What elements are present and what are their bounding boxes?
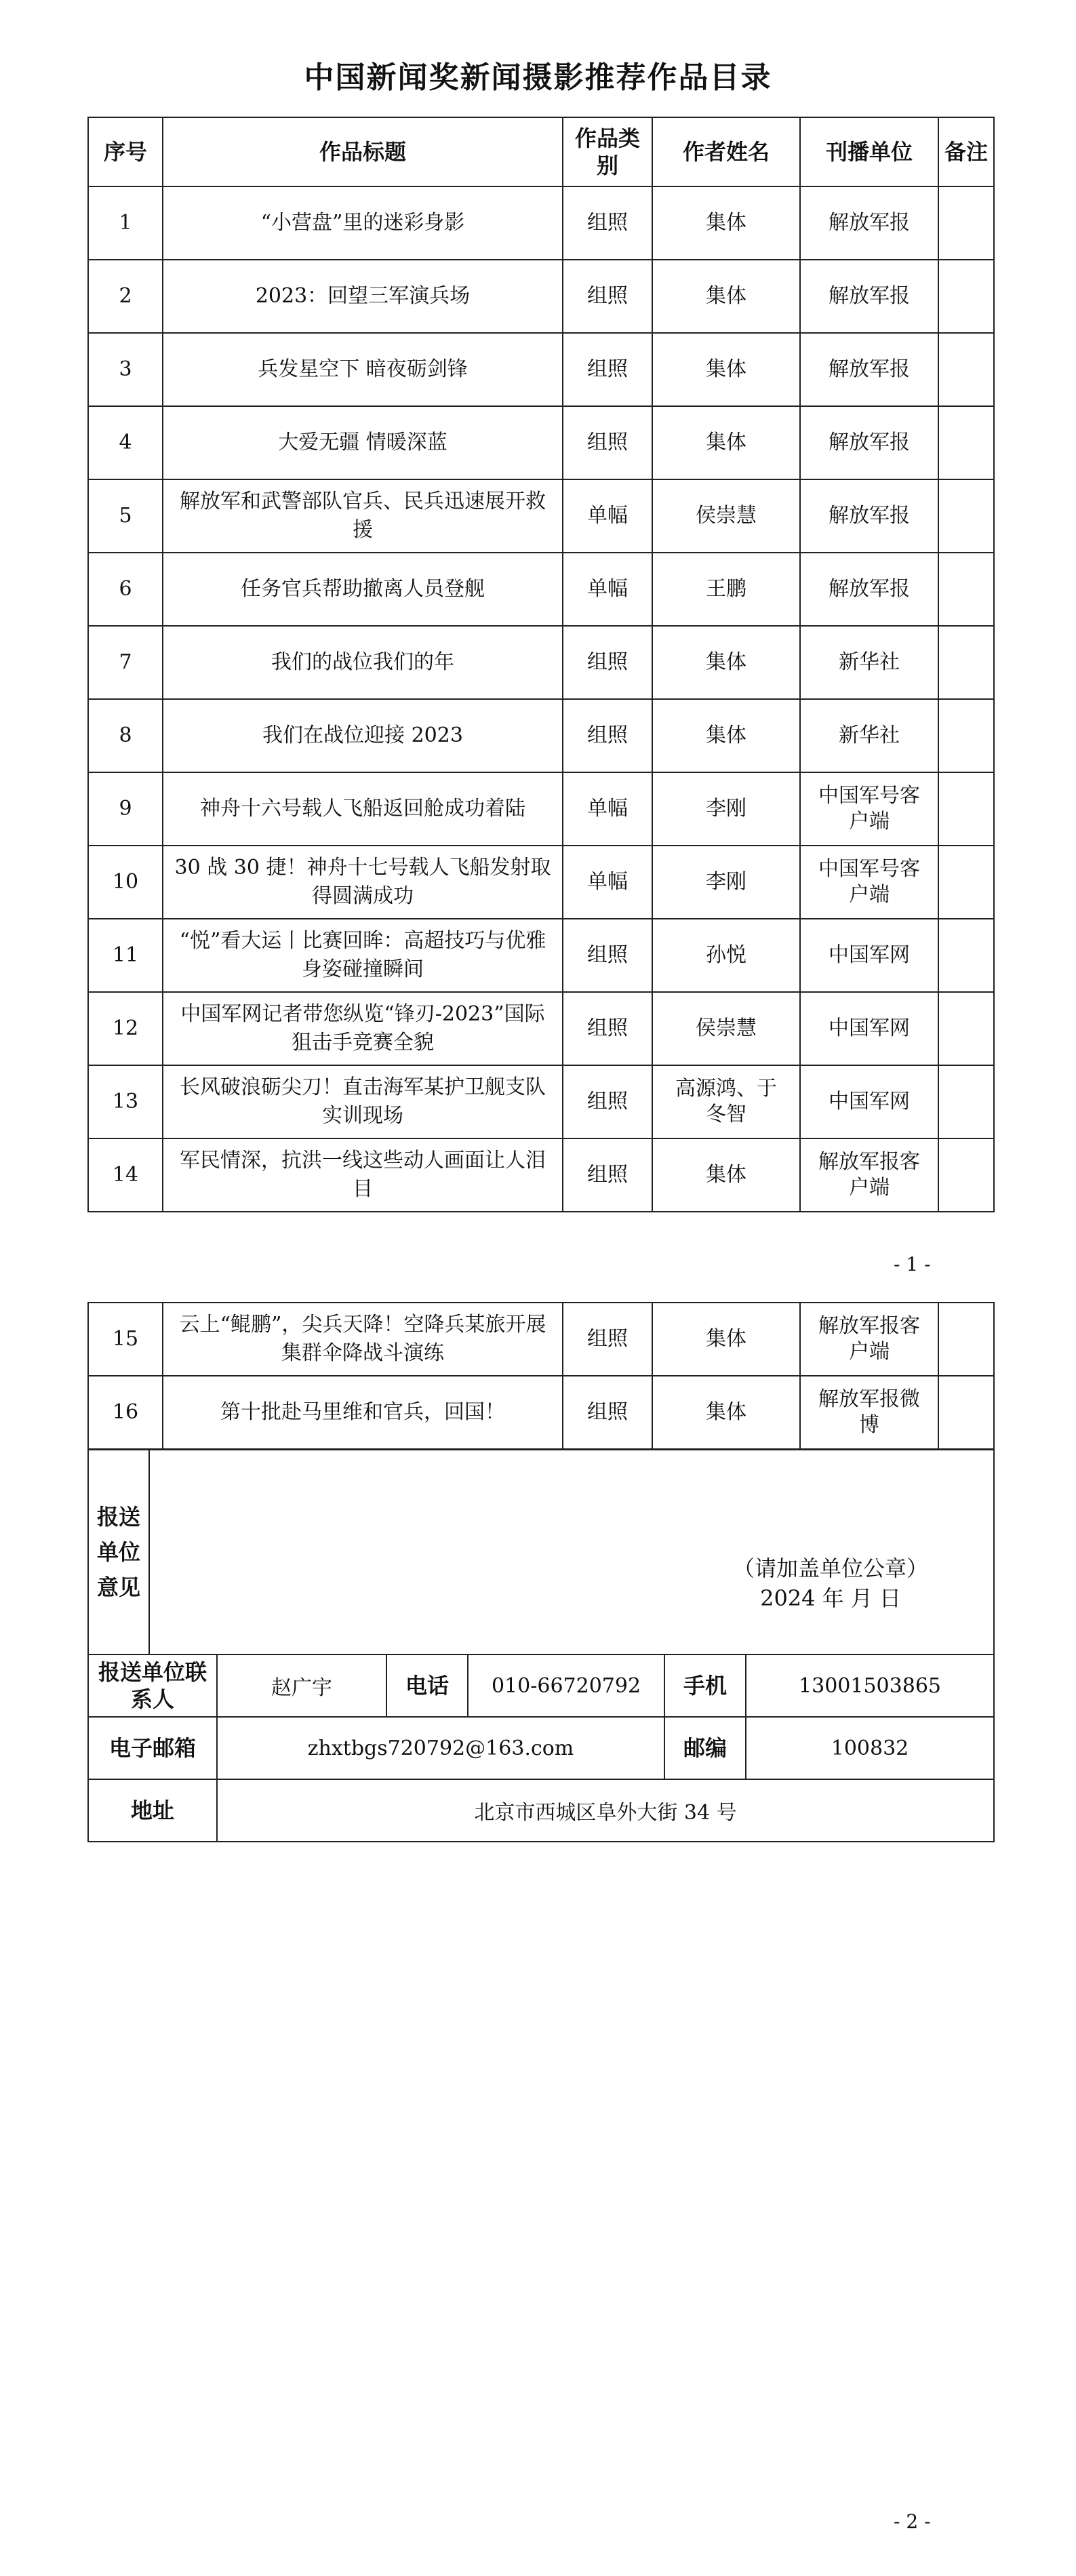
row-author: 集体 — [652, 1376, 800, 1449]
row-number: 8 — [88, 699, 163, 772]
postcode-label: 邮编 — [664, 1717, 746, 1779]
row-number: 15 — [88, 1303, 163, 1376]
submission-info-table — [87, 1449, 995, 1842]
row-publisher: 中国军网 — [800, 919, 938, 992]
table-row — [88, 992, 994, 1065]
row-number: 12 — [88, 992, 163, 1065]
row-category: 组照 — [563, 1376, 652, 1449]
table-row — [88, 919, 994, 992]
row-author: 李刚 — [652, 772, 800, 846]
row-number: 5 — [88, 479, 163, 553]
row-publisher: 新华社 — [800, 626, 938, 699]
row-author: 集体 — [652, 186, 800, 260]
document-title: 中国新闻奖新闻摄影推荐作品目录 — [304, 60, 772, 95]
table-row — [88, 1303, 994, 1376]
contact-row — [88, 1654, 994, 1717]
row-publisher: 中国军号客户端 — [800, 772, 938, 846]
row-number: 10 — [88, 846, 163, 919]
row-remarks — [938, 919, 994, 992]
row-remarks — [938, 1065, 994, 1138]
row-number: 11 — [88, 919, 163, 992]
row-author: 高源鸿、于冬智 — [652, 1065, 800, 1138]
table-row — [88, 626, 994, 699]
row-category: 单幅 — [563, 772, 652, 846]
page-number-1: - 1 - — [894, 1253, 931, 1275]
row-remarks — [938, 1138, 994, 1212]
row-remarks — [938, 553, 994, 626]
row-remarks — [938, 699, 994, 772]
row-author: 侯崇慧 — [652, 479, 800, 553]
row-author: 孙悦 — [652, 919, 800, 992]
table-row — [88, 1376, 994, 1449]
opinion-row — [88, 1450, 994, 1654]
header-remarks: 备注 — [938, 117, 994, 186]
row-title: 任务官兵帮助撤离人员登舰 — [163, 553, 563, 626]
opinion-content — [149, 1450, 994, 1654]
row-publisher: 中国军网 — [800, 992, 938, 1065]
row-number: 2 — [88, 260, 163, 333]
row-category: 组照 — [563, 1065, 652, 1138]
row-category: 组照 — [563, 333, 652, 406]
table-row — [88, 1065, 994, 1138]
row-author: 王鹏 — [652, 553, 800, 626]
row-number: 16 — [88, 1376, 163, 1449]
opinion-date: 2024 年 月 日 — [760, 1585, 902, 1611]
row-remarks — [938, 846, 994, 919]
row-author: 集体 — [652, 1303, 800, 1376]
row-publisher: 解放军报 — [800, 406, 938, 479]
email-value: zhxtbgs720792@163.com — [217, 1717, 664, 1779]
row-category: 单幅 — [563, 846, 652, 919]
mobile-label: 手机 — [664, 1654, 746, 1717]
row-publisher: 解放军报 — [800, 186, 938, 260]
row-number: 7 — [88, 626, 163, 699]
row-title: 2023：回望三军演兵场 — [163, 260, 563, 333]
row-number: 3 — [88, 333, 163, 406]
address-value: 北京市西城区阜外大街 34 号 — [217, 1779, 994, 1842]
contact-label: 报送单位联系人 — [88, 1654, 217, 1717]
row-category: 组照 — [563, 992, 652, 1065]
page-number-2: - 2 - — [894, 2510, 931, 2533]
row-number: 1 — [88, 186, 163, 260]
row-remarks — [938, 1376, 994, 1449]
address-row — [88, 1779, 994, 1842]
row-title: “小营盘”里的迷彩身影 — [163, 186, 563, 260]
row-publisher: 解放军报客户端 — [800, 1138, 938, 1212]
row-category: 组照 — [563, 406, 652, 479]
phone-value: 010-66720792 — [468, 1654, 664, 1717]
row-category: 组照 — [563, 1303, 652, 1376]
row-title: 我们的战位我们的年 — [163, 626, 563, 699]
header-category: 作品类别 — [563, 117, 652, 186]
row-title: 云上“鲲鹏”，尖兵天降！空降兵某旅开展集群伞降战斗演练 — [163, 1303, 563, 1376]
mobile-value: 13001503865 — [746, 1654, 994, 1717]
row-author: 集体 — [652, 626, 800, 699]
row-publisher: 中国军号客户端 — [800, 846, 938, 919]
row-title: 30 战 30 捷！神舟十七号载人飞船发射取得圆满成功 — [163, 846, 563, 919]
row-title: “悦”看大运丨比赛回眸：高超技巧与优雅身姿碰撞瞬间 — [163, 919, 563, 992]
row-number: 6 — [88, 553, 163, 626]
row-title: 大爱无疆 情暖深蓝 — [163, 406, 563, 479]
row-remarks — [938, 479, 994, 553]
row-remarks — [938, 333, 994, 406]
table-row — [88, 553, 994, 626]
row-category: 组照 — [563, 919, 652, 992]
row-category: 组照 — [563, 626, 652, 699]
row-number: 14 — [88, 1138, 163, 1212]
table-row — [88, 1138, 994, 1212]
table-row — [88, 260, 994, 333]
row-author: 集体 — [652, 333, 800, 406]
row-title: 军民情深，抗洪一线这些动人画面让人泪目 — [163, 1138, 563, 1212]
row-publisher: 解放军报 — [800, 333, 938, 406]
row-publisher: 解放军报 — [800, 479, 938, 553]
row-author: 集体 — [652, 699, 800, 772]
row-remarks — [938, 992, 994, 1065]
postcode-value: 100832 — [746, 1717, 994, 1779]
row-publisher: 新华社 — [800, 699, 938, 772]
header-publisher: 刊播单位 — [800, 117, 938, 186]
row-remarks — [938, 406, 994, 479]
row-number: 9 — [88, 772, 163, 846]
table-row — [88, 699, 994, 772]
row-category: 组照 — [563, 186, 652, 260]
row-title: 我们在战位迎接 2023 — [163, 699, 563, 772]
row-title: 中国军网记者带您纵览“锋刃-2023”国际狙击手竞赛全貌 — [163, 992, 563, 1065]
table-row — [88, 186, 994, 260]
row-number: 13 — [88, 1065, 163, 1138]
phone-label: 电话 — [386, 1654, 468, 1717]
row-author: 集体 — [652, 406, 800, 479]
works-table-page-2 — [87, 1302, 995, 1450]
row-publisher: 解放军报 — [800, 553, 938, 626]
table-row — [88, 479, 994, 553]
row-remarks — [938, 772, 994, 846]
row-author: 集体 — [652, 260, 800, 333]
works-table-page-1 — [87, 117, 995, 1212]
row-category: 组照 — [563, 260, 652, 333]
row-publisher: 解放军报微博 — [800, 1376, 938, 1449]
row-author: 李刚 — [652, 846, 800, 919]
seal-note: （请加盖单位公章） — [733, 1555, 929, 1581]
header-author: 作者姓名 — [652, 117, 800, 186]
opinion-label: 报送单位意见 — [88, 1450, 149, 1654]
row-number: 4 — [88, 406, 163, 479]
header-no: 序号 — [88, 117, 163, 186]
row-category: 组照 — [563, 1138, 652, 1212]
row-category: 单幅 — [563, 479, 652, 553]
row-remarks — [938, 260, 994, 333]
row-title: 解放军和武警部队官兵、民兵迅速展开救援 — [163, 479, 563, 553]
row-title: 兵发星空下 暗夜砺剑锋 — [163, 333, 563, 406]
row-remarks — [938, 626, 994, 699]
address-label: 地址 — [88, 1779, 217, 1842]
table-row — [88, 846, 994, 919]
row-author: 侯崇慧 — [652, 992, 800, 1065]
row-author: 集体 — [652, 1138, 800, 1212]
row-title: 第十批赴马里维和官兵，回国！ — [163, 1376, 563, 1449]
table-row — [88, 772, 994, 846]
row-remarks — [938, 186, 994, 260]
contact-name: 赵广宇 — [217, 1654, 386, 1717]
row-publisher: 中国军网 — [800, 1065, 938, 1138]
row-title: 长风破浪砺尖刀！直击海军某护卫舰支队实训现场 — [163, 1065, 563, 1138]
table-header-row — [88, 117, 994, 186]
row-publisher: 解放军报客户端 — [800, 1303, 938, 1376]
header-work-title: 作品标题 — [163, 117, 563, 186]
email-label: 电子邮箱 — [88, 1717, 217, 1779]
row-remarks — [938, 1303, 994, 1376]
email-row — [88, 1717, 994, 1779]
row-publisher: 解放军报 — [800, 260, 938, 333]
row-category: 单幅 — [563, 553, 652, 626]
table-row — [88, 406, 994, 479]
row-title: 神舟十六号载人飞船返回舱成功着陆 — [163, 772, 563, 846]
table-row — [88, 333, 994, 406]
row-category: 组照 — [563, 699, 652, 772]
